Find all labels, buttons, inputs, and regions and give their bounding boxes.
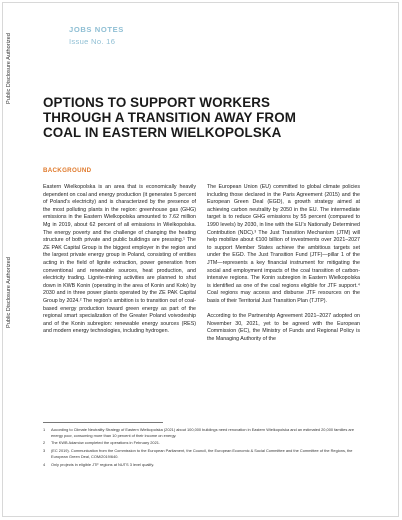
footnote-number: 1 [43, 427, 46, 432]
footnote-number: 3 [43, 448, 46, 454]
disclosure-label-top: Public Disclosure Authorized [6, 33, 12, 105]
footnote-text: According to Climate Neutrality Strategy of Eastern Wielkopolska (2021) about 100,000 buildings need renovation in Eastern Wielkopolska and an estimated 20,000 families are energy poor, consuming more than 10 percent of their income on energy. [51, 427, 354, 438]
section-heading: BACKGROUND [43, 167, 92, 174]
footnote [43, 462, 361, 468]
footnotes [43, 427, 361, 469]
page-title [43, 95, 373, 140]
document-page [2, 2, 399, 517]
footnote-text: Only projects in eligible JTF regions at NUTS 3 level qualify. [51, 461, 155, 467]
series-name: JOBS NOTES [69, 25, 124, 34]
body-paragraph: Eastern Wielkopolska is an area that is economically heavily dependent on coal and energy production (it generates 5 percent of Poland's electricity) and is characterized by the presence of the most polluting plants in the region: greenhouse gas (GHG) emissions in the Eastern Wielkopolska amounted to 7.62 million Mg in 2019, about 62 percent of all emissions in Wielkopolska. The energy poverty and the challenge of changing the heating structure of both private and public buildings are pressing.¹ The ZE PAK Capital Group is the biggest employer in the region and the largest private energy group in Poland, consisting of entities acting in the field of lignite extraction, power generation from conventional and renewable sources, heat production, and electricity trading. Lignite-mining activities are planned to shut down in KWB Konin (operating in the area of Konin and Koło) by 2030 and in three power plants operated by the ZE PAK Capital Group by 2024.² The region's ambition is to transition out of coal-based energy production toward green energy as part of the regional smart specialization of the Greater Poland voivodeship and of the Konin subregion: renewable energy sources (RES) and modern energy technologies, including hydrogen. [43, 184, 196, 335]
body-paragraph: The European Union (EU) committed to global climate policies including those declared in the Paris Agreement (2015) and the European Green Deal (EGD), a growth strategy aimed at achieving carbon neutrality by 2050 in the EU. The intermediate target is to reduce GHG emissions by 55 percent (compared to 1990 levels) by 2030, in line with the EU's Nationally Determined Contribution (NDC).³ The Just Transition Mechanism (JTM) will help mobilize about €100 billion of investments over 2021–2027 to support Member States achieve the ambitious targets set under the EGD. The Just Transition Fund (JTF)—pillar 1 of the JTM—represents a key financial instrument for mitigating the social and employment impacts of the coal transition of carbon-intensive regions. The Konin subregion in Eastern Wielkopolska is identified as one of the coal regions eligible for JTF support.⁴ Coal regions may access and disburse JTF resources on the basis of their Territorial Just Transition Plan (TJTP). [207, 184, 360, 304]
body-paragraph: According to the Partnership Agreement 2021–2027 adopted on November 30, 2021, yet to be agreed with the European Commission (EC), the Ministry of Funds and Regional Policy is the Managing Authority of the [207, 313, 360, 342]
footnote [43, 427, 361, 438]
title-line: OPTIONS TO SUPPORT WORKERS [43, 95, 271, 110]
issue-number: Issue No. 16 [69, 37, 116, 46]
left-column [43, 184, 196, 343]
footnote [43, 448, 361, 459]
footnote [43, 440, 361, 446]
title-line: THROUGH A TRANSITION AWAY FROM [43, 110, 296, 125]
footnote-divider [43, 422, 163, 423]
footnote-number: 2 [43, 440, 46, 446]
footnote-text: The KWB Adamów completed the operations in February 2021. [51, 440, 160, 446]
footnote-text: (EC 2019). Communication from the Commission to the European Parliament, the Council, the European Economic & Social Committee and the Committee of the Regions, the European Green Deal, COM/2019/640. [51, 448, 353, 459]
right-column [207, 184, 360, 351]
disclosure-label-bottom: Public Disclosure Authorized [6, 257, 12, 329]
title-line: COAL IN EASTERN WIELKOPOLSKA [43, 125, 282, 140]
footnote-number: 4 [43, 461, 46, 467]
